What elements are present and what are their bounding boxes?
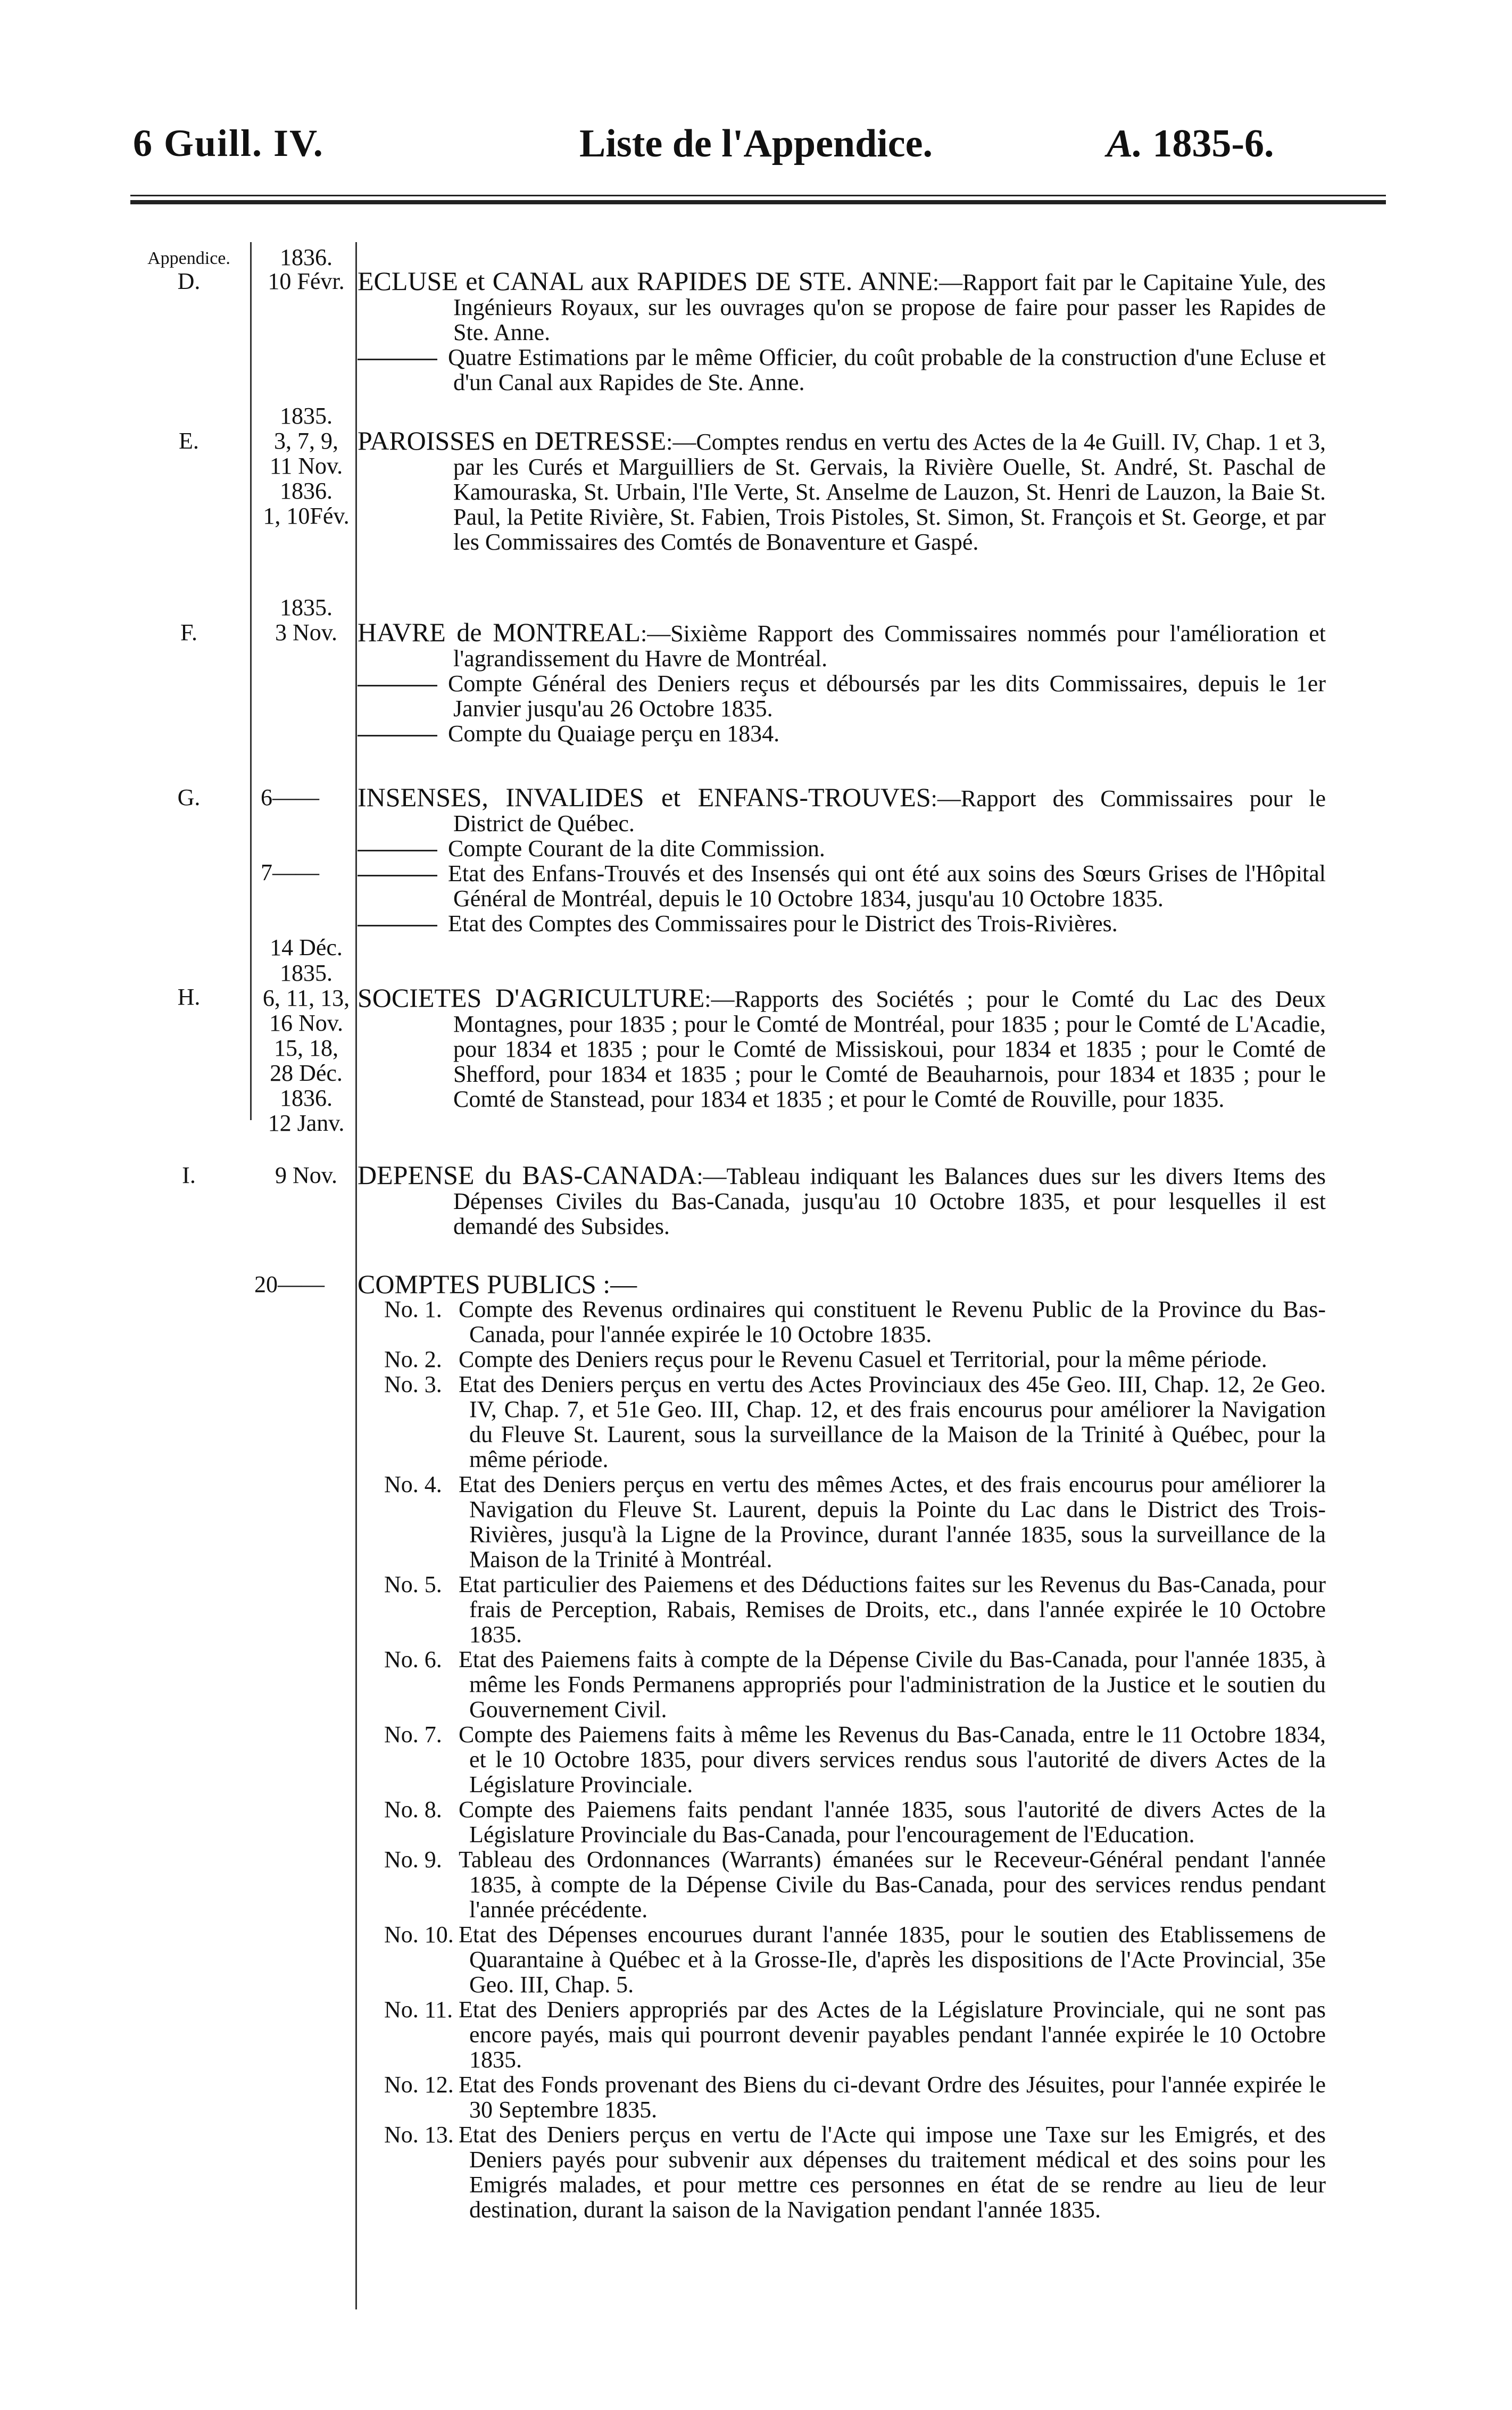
section-h-title: SOCIETES D'AGRICULTURE — [358, 983, 705, 1013]
compte-item: No. 9. Tableau des Ordonnances (Warrants) émanées sur le Receveur-Général pendant l'année 1835, à compte de la Dépense Civile du Bas-Canada, pour des services rendus pendant l'année précédente. — [384, 1846, 1326, 1923]
section-g-item-1: Compte Courant de la dite Commission. — [448, 835, 825, 862]
appendix-letter-d: D. — [177, 268, 201, 294]
section-h-dates: 1835. 6, 11, 13, 16 Nov. 15, 18, 28 Déc. 1836. 12 Janv. — [262, 960, 350, 1136]
comptes-publics — [358, 1269, 1326, 2223]
section-g-date: 6—— — [261, 784, 319, 810]
compte-item: No. 8. Compte des Paiemens faits pendant l'année 1835, sous l'autorité de divers Actes de la Législature Provinciale du Bas-Canada, pour l'encouragement de l'Education. — [384, 1796, 1326, 1848]
compte-item: No. 3. Etat des Deniers perçus en vertu des Actes Provinciaux des 45e Geo. III, Chap. 12, 2e Geo. IV, Chap. 7, et 51e Geo. III, Chap. 12, et des frais encourus pour améliorer la Navigation du Fleuve St. Laurent, sous la surveillance de la Maison de la Trinité à Québec, pour la même période. — [384, 1371, 1326, 1472]
header-rule-thin — [130, 195, 1386, 196]
compte-item: No. 6. Etat des Paiemens faits à compte de la Dépense Civile du Bas-Canada, pour l'année 1835, à même les Fonds Permanens appropriés pour l'administration de la Justice et le soutien du Gouvernement Civil. — [384, 1646, 1326, 1722]
section-i-date: 9 Nov. — [275, 1162, 337, 1188]
appendice-column-header: Appendice. — [147, 249, 230, 268]
compte-item: No. 7. Compte des Paiemens faits à même les Revenus du Bas-Canada, entre le 11 Octobre 1834, et le 10 Octobre 1835, pour divers services rendus sous l'autorité de divers Actes de la Législature Provinciale. — [384, 1721, 1326, 1798]
comptes-date: 20—— — [254, 1271, 325, 1297]
header-session-year: 1835-6. — [1152, 122, 1274, 165]
section-g-item-2-date: 7—— — [261, 859, 319, 885]
header-session-letter: A. — [1107, 122, 1143, 165]
appendix-letter-i: I. — [182, 1162, 196, 1188]
section-i-title: DEPENSE du BAS-CANADA — [358, 1160, 697, 1190]
page-title: Liste de l'Appendice. — [579, 122, 933, 165]
section-f-dates: 1835. 3 Nov. — [275, 594, 337, 645]
section-f-item-1: Compte Général des Deniers reçus et déboursés par les dits Commissaires, depuis le 1er Janvier jusqu'au 26 Octobre 1835. — [448, 670, 1326, 722]
section-h-lead: :—Rapports des Sociétés ; pour le Comté du Lac des Deux Montagnes, pour 1835 ; pour le Comté de Montréal, pour 1835 ; pour le Comté de L'Acadie, pour 1834 et 1835 ; pour le Comté de Missiskoui, pour 1834 et 1835 ; pour le Comté de Shefford, pour 1834 et 1835 ; pour le Comté de Beauharnois, pour 1834 et 1835 ; pour le Comté de Stanstead, pour 1834 et 1835 ; et pour le Comté de Rouville, pour 1835. — [453, 986, 1326, 1112]
section-d — [358, 266, 1326, 395]
section-g-item-3-date: 14 Déc. — [270, 934, 343, 960]
section-f — [358, 617, 1326, 747]
section-d-lead: :—Rapport fait par le Capitaine Yule, des Ingénieurs Royaux, sur les ouvrages qu'on se propose de faire pour passer les Rapides de Ste. Anne. — [453, 269, 1326, 345]
section-d-item-1: Quatre Estimations par le même Officier, du coût probable de la construction d'une Ecluse et d'un Canal aux Rapides de Ste. Anne. — [448, 344, 1326, 395]
column-divider-dates — [250, 242, 252, 1120]
header-regnal-year: 6 Guill. IV. — [133, 122, 324, 164]
section-i-lead: :—Tableau indiquant les Balances dues sur les divers Items des Dépenses Civiles du Bas-Canada, jusqu'au 10 Octobre 1835, et pour lesquelles il est demandé des Subsides. — [453, 1163, 1326, 1239]
compte-item: No. 11. Etat des Deniers appropriés par des Actes de la Législature Provinciale, qui ne sont pas encore payés, mais qui pourront devenir payables pendant l'année expirée le 10 Octobre 1835. — [384, 1997, 1326, 2073]
appendix-letter-e: E. — [179, 428, 199, 454]
section-f-item-2: Compte du Quaiage perçu en 1834. — [448, 720, 780, 747]
section-e-lead: :—Comptes rendus en vertu des Actes de la 4e Guill. IV, Chap. 1 et 3, par les Curés et Marguilliers de St. Gervais, la Rivière Ouelle, St. André, St. Paschal de Kamouraska, St. Urbain, l'Ile Verte, St. Anselme de Lauzon, St. Henri de Lauzon, la Baie St. Paul, la Petite Rivière, St. Fabien, Trois Pistoles, St. Simon, St. François et St. George, et par les Commissaires des Comtés de Bonaventure et Gaspé. — [453, 429, 1326, 555]
appendix-letter-f: F. — [180, 619, 197, 645]
header-session — [1107, 121, 1274, 167]
compte-item: No. 10. Etat des Dépenses encourues durant l'année 1835, pour le soutien des Etablissemens de Quarantaine à Québec et à la Grosse-Ile, d'après les dispositions de l'Acte Provincial, 35e Geo. III, Chap. 5. — [384, 1922, 1326, 1998]
section-h — [358, 985, 1326, 1112]
section-i — [358, 1160, 1326, 1239]
compte-item: No. 5. Etat particulier des Paiemens et des Déductions faites sur les Revenus du Bas-Canada, pour frais de Perception, Rabais, Remises de Droits, etc., dans l'année expirée le 10 Octobre 1835. — [384, 1571, 1326, 1647]
section-d-title: ECLUSE et CANAL aux RAPIDES DE STE. ANNE — [358, 266, 933, 296]
year-column-header: 1836. — [280, 244, 333, 270]
comptes-list — [358, 1297, 1326, 2222]
appendix-letter-h: H. — [177, 984, 201, 1010]
section-g-item-2: Etat des Enfans-Trouvés et des Insensés qui ont été aux soins des Sœurs Grises de l'Hôpital Général de Montréal, depuis le 10 Octobre 1834, jusqu'au 10 Octobre 1835. — [448, 860, 1326, 912]
section-g-title: INSENSES, INVALIDES et ENFANS-TROUVES — [358, 782, 931, 812]
section-g-lead: :—Rapport des Commissaires pour le District de Québec. — [453, 785, 1326, 837]
compte-item: No. 4. Etat des Deniers perçus en vertu des mêmes Actes, et des frais encourus pour améliorer la Navigation du Fleuve St. Laurent, depuis la Pointe du Lac dans le District des Trois-Rivières, jusqu'à la Ligne de la Province, durant l'année 1835, sous la surveillance de la Maison de la Trinité à Montréal. — [384, 1471, 1326, 1572]
appendix-letter-g: G. — [177, 784, 201, 810]
section-g-item-3: Etat des Comptes des Commissaires pour le District des Trois-Rivières. — [448, 910, 1118, 937]
section-e — [358, 428, 1326, 554]
section-d-date: 10 Févr. — [268, 268, 345, 294]
section-e-title: PAROISSES en DETRESSE — [358, 426, 667, 456]
column-divider-bottom — [355, 1269, 357, 2309]
section-e-dates: 1835. 3, 7, 9, 11 Nov. 1836. 1, 10Fév. — [263, 403, 350, 529]
section-f-title: HAVRE de MONTREAL — [358, 617, 641, 647]
compte-item: No. 13. Etat des Deniers perçus en vertu de l'Acte qui impose une Taxe sur les Emigrés, et des Deniers payés pour subvenir aux dépenses du traitement médical et des soins pour les Emigrés malades, et pour mettre ces personnes en état de se rendre au lieu de leur destination, durant la saison de la Navigation pendant l'année 1835. — [384, 2122, 1326, 2223]
compte-item: No. 12. Etat des Fonds provenant des Biens du ci-devant Ordre des Jésuites, pour l'année expirée le 30 Septembre 1835. — [384, 2072, 1326, 2123]
comptes-title: COMPTES PUBLICS :— — [358, 1269, 637, 1299]
section-f-lead: :—Sixième Rapport des Commissaires nommés pour l'amélioration et l'agrandissement du Havre de Montréal. — [453, 620, 1326, 672]
compte-item: No. 2. Compte des Deniers reçus pour le Revenu Casuel et Territorial, pour la même période. — [384, 1346, 1267, 1372]
section-g — [358, 782, 1326, 937]
header-rule-thick — [130, 200, 1386, 204]
page-header — [0, 0, 1512, 165]
compte-item: No. 1. Compte des Revenus ordinaires qui constituent le Revenu Public de la Province du Bas-Canada, pour l'année expirée le 10 Octobre 1835. — [384, 1296, 1326, 1347]
